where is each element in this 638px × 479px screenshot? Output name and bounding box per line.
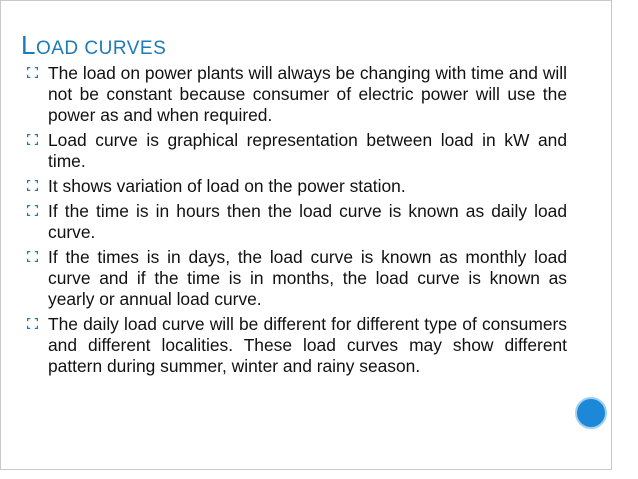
bullet-text: The load on power plants will always be changing with time and will not be constant because consumer of electric power will use the power as and when required.	[48, 63, 567, 125]
bullet-text: If the times is in days, the load curve is known as monthly load curve and if the time is in months, the load curve is known as yearly or annual load curve.	[48, 247, 567, 309]
bullet-text: If the time is in hours then the load curve is known as daily load curve.	[48, 201, 567, 242]
hollow-square-cross-icon	[27, 67, 38, 78]
slide-title-initial: L	[21, 30, 36, 60]
hollow-square-cross-icon	[27, 251, 38, 262]
hollow-square-cross-icon	[27, 180, 38, 191]
bullet-item	[27, 314, 567, 377]
hollow-square-cross-icon	[27, 205, 38, 216]
hollow-square-cross-icon	[27, 134, 38, 145]
hollow-square-cross-icon	[27, 318, 38, 329]
bullet-item	[27, 201, 567, 243]
bullet-list	[27, 63, 567, 381]
bullet-item	[27, 247, 567, 310]
slide-title	[21, 27, 166, 59]
bullet-text: Load curve is graphical representation between load in kW and time.	[48, 130, 567, 171]
bullet-item	[27, 130, 567, 172]
bullet-text: The daily load curve will be different for different type of consumers and different localities. These load curves may show different pattern during summer, winter and rainy season.	[48, 314, 567, 376]
bullet-item	[27, 176, 567, 197]
decorative-circle	[575, 397, 607, 429]
bullet-item	[27, 63, 567, 126]
slide-title-rest: OAD CURVES	[35, 38, 167, 59]
bullet-text: It shows variation of load on the power station.	[48, 176, 406, 196]
